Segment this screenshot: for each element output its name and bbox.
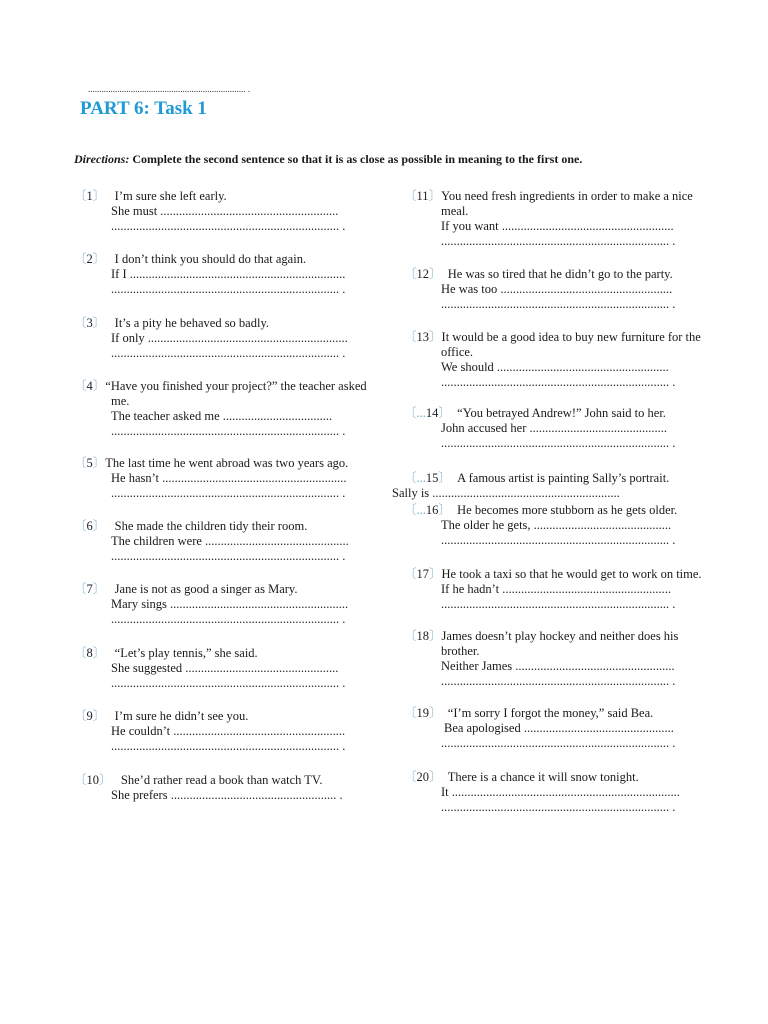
question-6: 〔6〕 She made the children tidy their room. The children were .............................................. ......................................................................... . <box>74 519 374 564</box>
answer-prompt[interactable]: She suggested ................................................. <box>111 661 339 675</box>
question-sentence: It’s a pity he behaved so badly. <box>114 316 270 330</box>
answer-line[interactable]: ......................................................................... . <box>441 436 676 450</box>
question-10: 〔10〕 She’d rather read a book than watch TV. She prefers ..................................................... . <box>74 773 374 803</box>
answer-line[interactable]: ......................................................................... . <box>441 597 676 611</box>
question-18: 〔18〕James doesn’t play hockey and neither does his brother. Neither James ................................................... ......................................................................... . <box>404 629 704 689</box>
answer-prompt[interactable]: He hasn’t ........................................................... <box>111 471 347 485</box>
question-sentence: I’m sure he didn’t see you. <box>114 709 249 723</box>
question-sentence: “Have you finished your project?” the teacher asked <box>105 379 367 393</box>
answer-prompt[interactable]: The older he gets, ............................................ <box>441 518 672 532</box>
answer-line[interactable]: ......................................................................... . <box>441 736 676 750</box>
question-15: 〔...15〕 A famous artist is painting Sally’s portrait. Sally is ............................................................ <box>404 471 704 501</box>
answer-prompt[interactable]: John accused her ............................................ <box>441 421 668 435</box>
answer-line[interactable]: ......................................................................... . <box>111 219 346 233</box>
question-1: 〔1〕 I’m sure she left early. She must ......................................................... ......................................................................... . <box>74 189 374 234</box>
question-5: 〔5〕The last time he went abroad was two years ago. He hasn’t ........................................................... ......................................................................... . <box>74 456 374 501</box>
question-11: 〔11〕You need fresh ingredients in order to make a nice meal. If you want ....................................................... ......................................................................... . <box>404 189 704 249</box>
answer-prompt[interactable]: Sally is ............................................................ <box>392 486 620 500</box>
question-sentence: I don’t think you should do that again. <box>114 252 307 266</box>
question-sentence: There is a chance it will snow tonight. <box>447 770 639 784</box>
directions-text: Complete the second sentence so that it is as close as possible in meaning to the first one. <box>129 152 583 166</box>
question-12: 〔12〕 He was so tired that he didn’t go to the party. He was too ....................................................... ......................................................................... . <box>404 267 704 312</box>
question-sentence: Jane is not as good a singer as Mary. <box>114 582 298 596</box>
answer-prompt[interactable]: She must ......................................................... <box>111 204 339 218</box>
answer-line[interactable]: ......................................................................... . <box>111 346 346 360</box>
question-sentence: She made the children tidy their room. <box>114 519 308 533</box>
question-17: 〔17〕He took a taxi so that he would get to work on time. If he hadn’t ...................................................... ......................................................................... . <box>404 567 704 612</box>
directions <box>74 152 582 167</box>
answer-prompt[interactable]: It ......................................................................... <box>441 785 680 799</box>
answer-line[interactable]: ......................................................................... . <box>441 674 676 688</box>
answer-prompt[interactable]: He was too ....................................................... <box>441 282 673 296</box>
answer-line[interactable]: ......................................................................... . <box>111 549 346 563</box>
answer-line[interactable]: ......................................................................... . <box>441 375 676 389</box>
question-16: 〔...16〕 He becomes more stubborn as he gets older. The older he gets, ............................................ ......................................................................... . <box>404 503 704 548</box>
question-7: 〔7〕 Jane is not as good a singer as Mary. Mary sings ......................................................... ......................................................................... . <box>74 582 374 627</box>
answer-prompt[interactable]: If you want ....................................................... <box>441 219 674 233</box>
question-sentence-cont: meal. <box>441 204 469 218</box>
question-sentence: James doesn’t play hockey and neither does his <box>441 629 679 643</box>
answer-prompt[interactable]: If only ................................................................ <box>111 331 348 345</box>
question-sentence: The last time he went abroad was two years ago. <box>105 456 349 470</box>
answer-prompt[interactable]: The teacher asked me ................................... <box>111 409 333 423</box>
answer-line[interactable]: ......................................................................... . <box>111 282 346 296</box>
answer-prompt[interactable]: If he hadn’t ...................................................... <box>441 582 671 596</box>
question-4: 〔4〕“Have you finished your project?” the teacher asked me. The teacher asked me ................................... ......................................................................... . <box>74 379 374 439</box>
answer-line[interactable]: ......................................................................... . <box>441 800 676 814</box>
answer-line[interactable]: ......................................................................... . <box>111 424 346 438</box>
question-sentence-cont: brother. <box>441 644 480 658</box>
question-19: 〔19〕 “I’m sorry I forgot the money,” said Bea. Bea apologised ................................................ ......................................................................... . <box>404 706 704 751</box>
answer-prompt[interactable]: She prefers ..................................................... . <box>111 788 343 802</box>
question-sentence: I’m sure she left early. <box>114 189 227 203</box>
question-sentence: He was so tired that he didn’t go to the party. <box>447 267 673 281</box>
answer-line[interactable]: ......................................................................... . <box>111 486 346 500</box>
question-sentence: A famous artist is painting Sally’s portrait. <box>457 471 670 485</box>
answer-prompt[interactable]: If I ..................................................................... <box>111 267 346 281</box>
question-2: 〔2〕 I don’t think you should do that again. If I ..................................................................... ......................................................................... . <box>74 252 374 297</box>
page-title: PART 6: Task 1 <box>80 98 207 119</box>
question-sentence: He took a taxi so that he would get to work on time. <box>441 567 702 581</box>
answer-line[interactable]: ......................................................................... . <box>111 676 346 690</box>
question-sentence: “You betrayed Andrew!” John said to her. <box>457 406 666 420</box>
question-14: 〔...14〕 “You betrayed Andrew!” John said to her. John accused her ............................................ ......................................................................... . <box>404 406 704 451</box>
question-sentence: He becomes more stubborn as he gets older. <box>457 503 678 517</box>
question-sentence: She’d rather read a book than watch TV. <box>120 773 323 787</box>
question-sentence: “I’m sorry I forgot the money,” said Bea. <box>447 706 654 720</box>
answer-prompt[interactable]: He couldn’t ....................................................... <box>111 724 346 738</box>
answer-line[interactable]: ......................................................................... . <box>111 739 346 753</box>
question-sentence: It would be a good idea to buy new furniture for the <box>441 330 701 344</box>
answer-line[interactable]: ......................................................................... . <box>441 533 676 547</box>
name-blank-line: ...................................................................... . <box>88 84 250 94</box>
answer-line[interactable]: ......................................................................... . <box>441 234 676 248</box>
question-sentence-cont: me. <box>111 394 130 408</box>
question-13: 〔13〕It would be a good idea to buy new furniture for the office. We should ....................................................... ......................................................................... . <box>404 330 704 390</box>
question-sentence-cont: office. <box>441 345 474 359</box>
question-20: 〔20〕 There is a chance it will snow tonight. It ......................................................................... ......................................................................... . <box>404 770 704 815</box>
answer-line[interactable]: ......................................................................... . <box>441 297 676 311</box>
answer-prompt[interactable]: We should ....................................................... <box>441 360 669 374</box>
answer-line[interactable]: ......................................................................... . <box>111 612 346 626</box>
question-sentence: You need fresh ingredients in order to make a nice <box>441 189 693 203</box>
question-9: 〔9〕 I’m sure he didn’t see you. He couldn’t ....................................................... ......................................................................... . <box>74 709 374 754</box>
answer-prompt[interactable]: Bea apologised ................................................ <box>444 721 674 735</box>
answer-prompt[interactable]: Neither James ................................................... <box>441 659 675 673</box>
question-3: 〔3〕 It’s a pity he behaved so badly. If only ................................................................ ......................................................................... . <box>74 316 374 361</box>
question-sentence: “Let’s play tennis,” she said. <box>114 646 258 660</box>
question-8: 〔8〕 “Let’s play tennis,” she said. She suggested ................................................. ......................................................................... . <box>74 646 374 691</box>
directions-lead: Directions: <box>74 152 130 166</box>
answer-prompt[interactable]: Mary sings ......................................................... <box>111 597 349 611</box>
answer-prompt[interactable]: The children were .............................................. <box>111 534 349 548</box>
